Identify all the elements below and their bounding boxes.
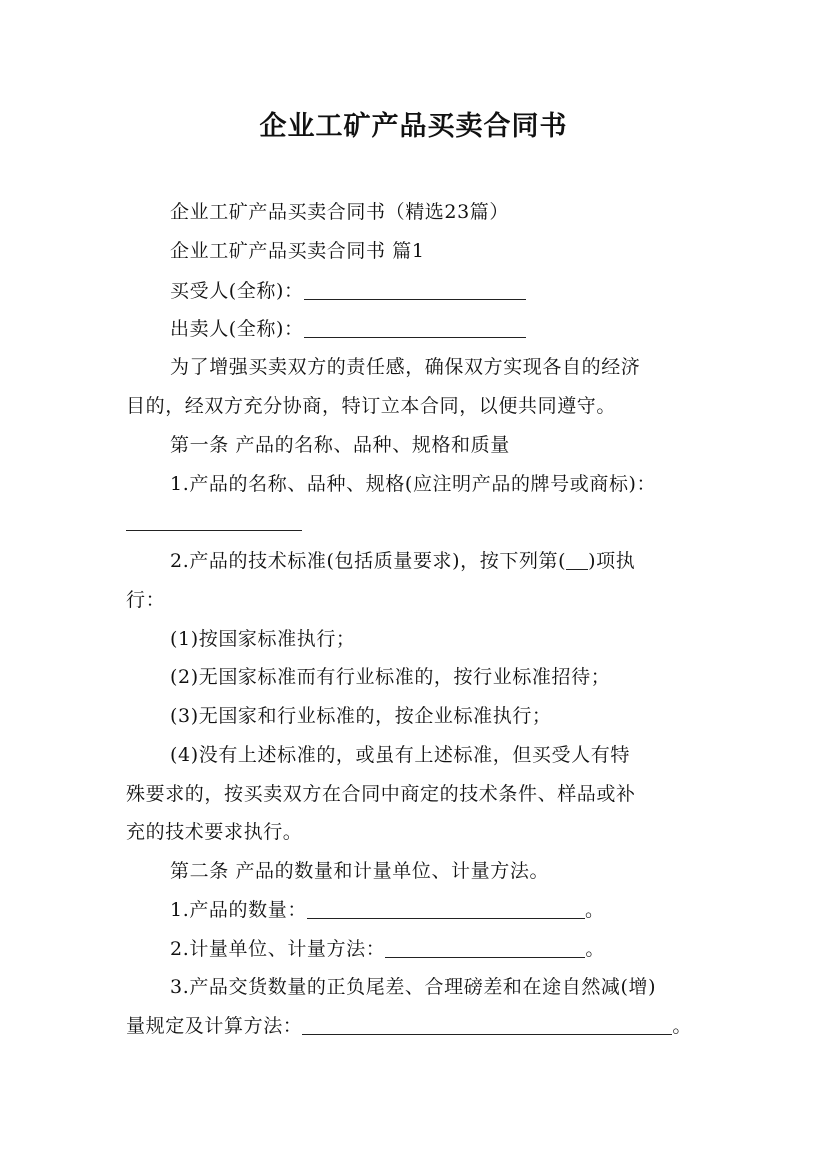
tolerance-blank (302, 1016, 672, 1035)
product-name-blank (126, 512, 302, 531)
option-2: (2)无国家标准而有行业标准的，按行业标准招待； (170, 666, 611, 688)
quantity-label: 1.产品的数量： (170, 899, 307, 921)
article-1-item-1-blank-line (126, 510, 302, 534)
intro-line-2: 目的，经双方充分协商，特订立本合同，以便共同遵守。 (126, 395, 617, 417)
article-2-item-3-line-2 (126, 1014, 692, 1038)
quantity-blank (307, 900, 585, 919)
article-2-item-3-line-1: 3.产品交货数量的正负尾差、合理磅差和在途自然减(增) (170, 976, 657, 998)
option-1: (1)按国家标准执行； (170, 628, 356, 650)
document-title: 企业工矿产品买卖合同书 (259, 111, 568, 142)
seller-label: 出卖人(全称)： (170, 318, 304, 340)
article-2-item-1 (170, 898, 605, 922)
unit-method-label: 2.计量单位、计量方法： (170, 938, 386, 960)
article-1-item-2-line-1 (170, 549, 635, 573)
buyer-label: 买受人(全称)： (170, 280, 304, 302)
period: 。 (584, 899, 605, 921)
article-2-title: 第二条 产品的数量和计量单位、计量方法。 (170, 860, 550, 882)
article-2-item-2 (170, 937, 605, 961)
period: 。 (672, 1015, 693, 1037)
tolerance-label: 量规定及计算方法： (126, 1015, 303, 1037)
article-1-item-1: 1.产品的名称、品种、规格(应注明产品的牌号或商标)： (170, 473, 657, 495)
seller-blank (304, 319, 526, 338)
standard-choice-blank (566, 551, 588, 570)
item-2-text-b: )项执 (588, 550, 636, 572)
option-4-line-2: 殊要求的，按买卖双方在合同中商定的技术条件、样品或补 (126, 783, 636, 805)
part-heading: 企业工矿产品买卖合同书 篇1 (170, 240, 425, 262)
unit-method-blank (385, 939, 585, 958)
buyer-blank (304, 281, 526, 300)
intro-line-1: 为了增强买卖双方的责任感，确保双方实现各自的经济 (170, 356, 641, 378)
period: 。 (585, 938, 605, 960)
article-1-item-2-line-2: 行： (126, 589, 166, 611)
buyer-line (170, 279, 526, 303)
article-1-title: 第一条 产品的名称、品种、规格和质量 (170, 434, 510, 456)
seller-line (170, 317, 526, 341)
option-3: (3)无国家和行业标准的，按企业标准执行； (170, 705, 552, 727)
option-4-line-3: 充的技术要求执行。 (126, 821, 303, 843)
subtitle: 企业工矿产品买卖合同书（精选23篇） (170, 201, 509, 223)
option-4-line-1: (4)没有上述标准的，或虽有上述标准，但买受人有特 (170, 744, 630, 766)
item-2-text-a: 2.产品的技术标准(包括质量要求)，按下列第( (170, 550, 567, 572)
